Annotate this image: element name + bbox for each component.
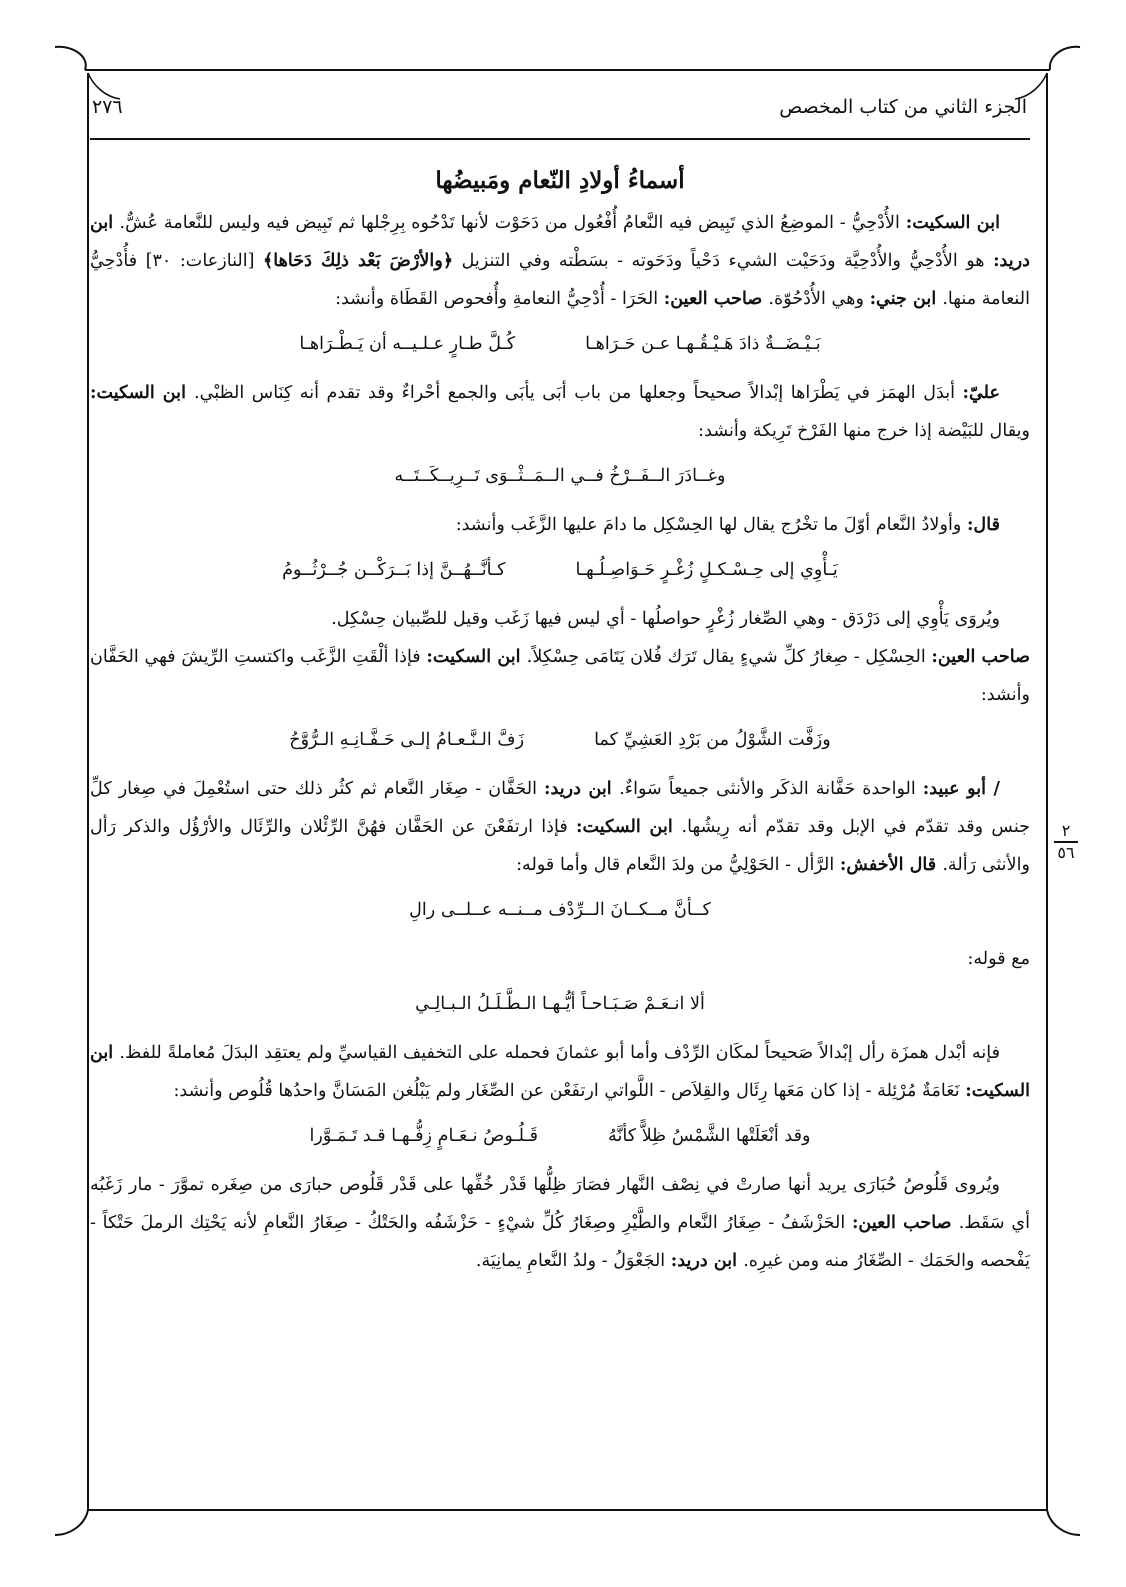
speaker: ابن دريد: [544, 778, 620, 799]
verse-hemistich: زَفَّ الـنَّـعـامُ إلـى حَـفَّـانِـهِ الـرُّوَّحُ [289, 730, 525, 750]
verse-hemistich: قَـلُـوصُ نـعَـامٍ زِفُّـهـا قـد تَـمَـوَّرا [309, 1126, 539, 1146]
verse-hemistich: بَـيْـضَــةٌ ذادَ هَـيْـقُـهـا عـن حَـرَاهـا [585, 334, 821, 354]
paragraph-text: الرَّأل - الحَوْلِيُّ من ولدَ النَّعام قال وأما قوله: [516, 855, 840, 875]
verse-7 [90, 1114, 1030, 1158]
paragraph-text: الأُدْحِيُّ - الموضِعُ الذي تَبِيض فيه النَّعامُ أُفْعُول من دَحَوْت لأنها تَدْحُوه بِرِجْلها ثم تَبِيض فيه وليس للنَّعامة عُشٌّ. [119, 213, 906, 233]
verse-2 [90, 454, 1030, 498]
speaker: ابن دريد: [90, 212, 1031, 271]
verse-5 [90, 888, 1030, 932]
margin-note-bottom: ٥٦ [1057, 843, 1075, 862]
paragraph-text: مع قوله: [967, 949, 1030, 969]
paragraph-1 [90, 204, 1030, 318]
paragraph-text: ويُروى قَلُوصُ حُبَارَى يريد أنها صارتْ في نِصْف النَّهار فصَارَ ظِلُّها قَدْر خُفِّها على قَدْر قَلُوص حبارَى من صِغَره تموَّرَ - مار زَغَبُه أي سَقَط. [90, 1175, 1030, 1233]
section-title: أسماءُ أولادِ النّعام ومَبيضُها [435, 167, 685, 194]
speaker: ابن جني: [869, 288, 943, 309]
margin-note-top: ٢ [1061, 821, 1071, 840]
paragraph-text: فإذا ارتفَعْنَ عن الحَفَّان فهُنَّ الرِّئْلان والرِّئَال والأرْؤُل والذكر رَأل والأنثى رَألة. [90, 817, 1030, 875]
speaker: ابن السكيت: [90, 1042, 1030, 1101]
speaker: / أبو عبيد: [922, 778, 1000, 799]
verse-1 [90, 322, 1030, 366]
verse-hemistich: وقد أنْعَلَتْها الشَّمْسُ ظِلاًّ كأنَّهُ [608, 1126, 811, 1146]
paragraph-text: وهي الأُدْحُوّة. [768, 289, 870, 309]
paragraph-text: الواحدة حَفَّانة الذكَر والأنثى جميعاً سَواءٌ. [619, 779, 923, 799]
paragraph-6 [90, 770, 1030, 884]
speaker: ابن السكيت: [905, 212, 1000, 233]
verse-hemistich: وغــادَرَ الــفَــرْخُ فــي الــمَــثْــوَى تَــرِيــكَــتَــه [394, 466, 726, 486]
paragraph-8 [90, 1034, 1030, 1110]
verse-hemistich: يَـأْوِي إلى حِـسْـكـلٍ زُغْـرٍ حَـوَاصِـلُـهـا [575, 560, 838, 580]
paragraph-3 [90, 506, 1030, 544]
page-header [92, 88, 1027, 118]
paragraph-text: الحَزْشَفُ - صِغَارُ النَّعام والطَّيْرِ وصِغَارُ كُلِّ شيْءٍ - حَزْشَفُه والحَتْكُ - صِغَارُ النَّعامِ لأنه يَحْتِك الرملَ حَتْكاً - يَفْحصه والحَمَك - الصِّغَارُ منه ومن غيرِه. [90, 1213, 1030, 1271]
speaker: قال: [966, 514, 1000, 535]
paragraph-text: الحَرَا - أُدْحِيُّ النعامةِ وأُفحوص القَطَاة وأنشد: [335, 289, 664, 309]
speaker: عليّ: [962, 382, 1000, 403]
main-text [90, 160, 1030, 1280]
paragraph-4 [90, 600, 1030, 638]
paragraph-text: فإنه أبْدل همزَة رأل إبْدالاً صَحيحاً لمكَان الرِّدْف وأما أبو عثمانَ فحمله على التخفيف القياسيِّ ولم يعتقِد البدَلَ مُعاملةً للفظ. [119, 1043, 1000, 1063]
paragraph-text: ويُروَى يَأْوِي إلى دَرْدَق - وهي الصِّغار زُغْرٍ حواصلُها - أي ليس فيها زَغَب وقيل للصِّبيان حِسْكِل. [331, 609, 1000, 629]
paragraph-text: أبدَل الهمَز في يَطْرَاها إبْدالاً صحيحاً وجعلها من باب أبَى يأبَى والجمع أحْراءٌ وقد تقدم أنه كِنَاس الظبْي. [194, 383, 963, 403]
verse-hemistich: كُـلَّ طـارٍ عـلـيــه أن يَـطْـرَاهـا [299, 334, 516, 354]
margin-note [1052, 822, 1080, 862]
paragraph-text: وأولادُ النَّعام أوّلَ ما تخْرُج يقال لها الحِسْكِل ما دامَ عليها الزَّغَب وأنشد: [455, 515, 967, 535]
speaker: صاحب العين: [931, 646, 1031, 667]
paragraph-text: الحِسْكِل - صِغارُ كلِّ شيءٍ يقال تَرَك فُلان يَتَامَى حِسْكِلاً. [526, 647, 932, 667]
speaker: ابن السكيت: [576, 816, 682, 837]
paragraph-text: ويقال للبَيْضة إذا خرج منها الفَرْخ تَرِيكة وأنشد: [698, 421, 1030, 441]
verse-3 [90, 548, 1030, 592]
speaker: صاحب العين: [851, 1212, 959, 1233]
header-rule [90, 138, 1030, 140]
quran-quote: ﴿والأرْضَ بَعْد ذلِكَ دَحَاها﴾ [262, 250, 454, 271]
speaker: ابن السكيت: [426, 646, 527, 667]
speaker: ابن دريد: [670, 1250, 744, 1271]
verse-hemistich: وزَفَّت الشَّوْلُ من بَرْدِ العَشِيِّ كما [594, 730, 831, 750]
paragraph-9 [90, 1166, 1030, 1280]
page-number: ٢٧٦ [92, 96, 123, 118]
speaker: صاحب العين: [663, 288, 769, 309]
verse-4 [90, 718, 1030, 762]
verse-hemistich: ألا انـعَـمْ صَـبَـاحـاً أيُّـهـا الـطَّـلَـلُ الـبـالِـي [415, 994, 705, 1014]
paragraph-text: هو الأُدْحِيُّ والأُدْحِيَّة ودَحَيْت الشيء دَحْياً ودَحَوته - بسَطْته وفي التنزيل [453, 251, 994, 271]
paragraph-2 [90, 374, 1030, 450]
paragraph-text: فإذا ألْقَتِ الزَّغَب واكتستِ الرِّيشَ فهي الحَفَّان وأنشد: [90, 647, 1030, 705]
paragraph-text: نَعَامَةٌ مُرْئِلة - إذا كان مَعَها رِئَال والقِلاَص - اللَّواتي ارتفَعْن عن الصِّغَار ولم يَبْلُغن المَسَانَّ واحدُها قُلُوص وأنشد: [173, 1081, 966, 1101]
speaker: قال الأخفش: [839, 854, 943, 875]
speaker: ابن السكيت: [90, 382, 195, 403]
paragraph-text: الحَفَّان - صِغَار النَّعام ثم كثُر ذلك حتى استُعْمِلَ في صِغار كلِّ جنس وقد تقدّم في الإبل وقد تقدّم أنه رِيشُها. [90, 779, 1031, 837]
paragraph-5 [90, 638, 1030, 714]
verse-hemistich: كــأنَّ مــكــانَ الــرِّدْف مــنــه عــلــى رالِ [409, 900, 711, 920]
verse-hemistich: كـأنَّــهُــنَّ إذا بَــرَكْــن جُــرْثُــومُ [282, 560, 506, 580]
paragraph-text: [النازعات: ٣٠] فأُدْحِيُّ النعامة منها. [90, 251, 1030, 309]
paragraph-7 [90, 940, 1030, 978]
book-title: الجزء الثاني من كتاب المخصص [779, 96, 1027, 118]
paragraph-text: الجَعْوَلُ - ولدُ النَّعامِ يمانِيَة. [475, 1251, 671, 1271]
verse-6 [90, 982, 1030, 1026]
